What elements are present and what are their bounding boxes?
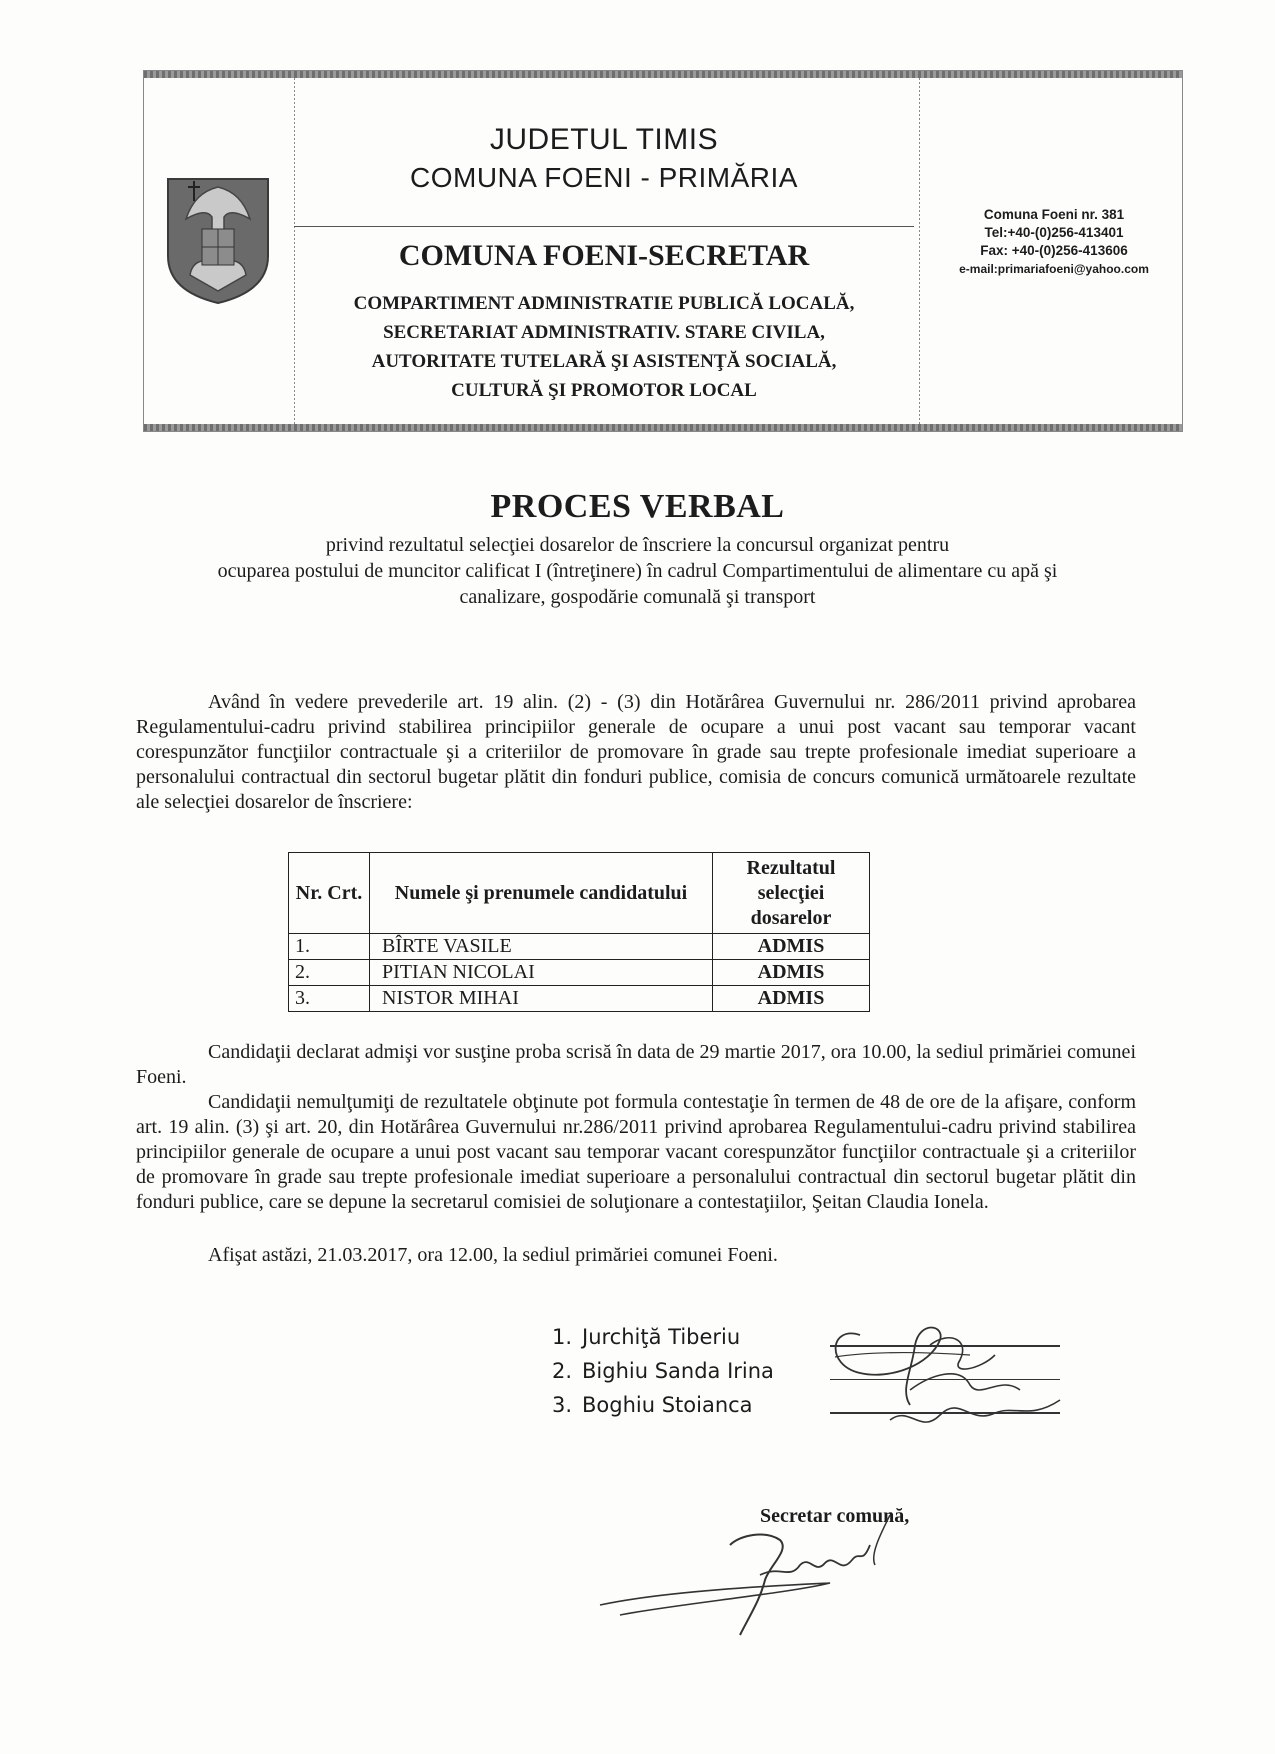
committee-list [552, 1320, 774, 1422]
committee-member [552, 1320, 774, 1354]
header-nr: Nr. Crt. [289, 853, 370, 934]
member-name: Bighiu Sanda Irina [582, 1359, 774, 1383]
letterhead [143, 70, 1183, 432]
row-nr: 3. [289, 986, 370, 1012]
exam-paragraph: Candidaţii declarat admişi vor susţine proba scrisă în data de 29 martie 2017, ora 10.00, la sediul primăriei comunei Foeni. [136, 1041, 1136, 1088]
committee-signatures [820, 1295, 1080, 1445]
row-name: PITIAN NICOLAI [370, 960, 713, 986]
coat-of-arms-icon [162, 171, 274, 306]
secretary-signature [590, 1505, 960, 1645]
department-line: SECRETARIAT ADMINISTRATIV. STARE CIVILA, [383, 322, 825, 343]
committee-member [552, 1354, 774, 1388]
contact-address: Comuna Foeni nr. 381 [983, 207, 1125, 222]
table-row [289, 934, 870, 960]
department-line: AUTORITATE TUTELARĂ ŞI ASISTENŢĂ SOCIALĂ, [371, 351, 837, 372]
intro-paragraph: Având în vedere prevederile art. 19 alin. (2) - (3) din Hotărârea Guvernului nr. 286/2011 privind aprobarea Regulamentului-cadru privind stabilirea principiilor generale de ocupare a unui post vacant sau temporar vacant corespunzător funcţiilor contractuale şi a criteriilor de promovare în grade sau trepte profesionale imediat superioare a personalului contractual din sectorul bugetar plătit din fonduri publice, comisia de concurs comunică următoarele rezultate ale selecţiei dosarelor de înscriere: [136, 691, 1136, 813]
county-name: JUDETUL TIMIS [489, 123, 719, 156]
row-nr: 1. [289, 934, 370, 960]
row-name: BÎRTE VASILE [370, 934, 713, 960]
member-name: Jurchiţă Tiberiu [582, 1325, 741, 1349]
subtitle-line: ocuparea postului de muncitor calificat I (întreţinere) în cadrul Compartimentului de alimentare cu apă şi [217, 560, 1058, 582]
row-nr: 2. [289, 960, 370, 986]
secretary-label: Secretar comună, [760, 1505, 910, 1527]
contact-block [929, 206, 1179, 278]
contact-email: e-mail:primariafoeni@yahoo.com [959, 262, 1149, 276]
header-result: Rezultatul selecţiei dosarelor [713, 853, 870, 934]
member-name: Boghiu Stoianca [582, 1393, 753, 1417]
row-result: ADMIS [713, 934, 870, 960]
member-number: 1. [552, 1325, 573, 1349]
county-heading [294, 121, 914, 197]
member-number: 3. [552, 1393, 573, 1417]
table-row [289, 960, 870, 986]
contact-tel: Tel:+40-(0)256-413401 [984, 225, 1124, 240]
department-line: CULTURĂ ŞI PROMOTOR LOCAL [451, 380, 757, 401]
appeal-paragraph: Candidaţii nemulţumiţi de rezultatele obţinute pot formula contestaţie în termen de 48 de ore de la afişare, conform art. 19 alin. (3) şi art. 20, din Hotărârea Guvernului nr.286/2011 privind aprobarea Regulamentului-cadru privind stabilirea principiilor generale de ocupare a unui post vacant sau temporar vacant corespunzător funcţiilor contractuale şi a criteriilor de promovare în grade sau trepte profesionale imediat superioare a personalului contractual din sectorul bugetar plătit din fonduri publice, care se depune la secretarul comisiei de soluţionare a contestaţiilor, Şeitan Claudia Ionela. [136, 1091, 1136, 1213]
department-line: COMPARTIMENT ADMINISTRATIE PUBLICĂ LOCALĂ, [353, 293, 855, 314]
contact-fax: Fax: +40-(0)256-413606 [980, 243, 1128, 258]
table-row [289, 986, 870, 1012]
subtitle-line: privind rezultatul selecţiei dosarelor de înscriere la concursul organizat pentru [325, 534, 950, 556]
department-block [294, 289, 914, 405]
table-header-row [289, 853, 870, 934]
posted-paragraph: Afişat astăzi, 21.03.2017, ora 12.00, la sediul primăriei comunei Foeni. [208, 1244, 778, 1266]
letterhead-bottom-rule [144, 424, 1182, 431]
letterhead-divider-right [919, 78, 920, 424]
committee-member [552, 1388, 774, 1422]
document-title: PROCES VERBAL [490, 488, 785, 525]
row-name: NISTOR MIHAI [370, 986, 713, 1012]
member-number: 2. [552, 1359, 573, 1383]
commune-name: COMUNA FOENI - PRIMĂRIA [410, 162, 798, 193]
results-table [288, 852, 870, 1012]
row-result: ADMIS [713, 986, 870, 1012]
subtitle-line: canalizare, gospodărie comunală şi transport [459, 586, 816, 608]
row-result: ADMIS [713, 960, 870, 986]
office-title: COMUNA FOENI-SECRETAR [294, 226, 914, 273]
document-subtitle [130, 532, 1145, 610]
letterhead-top-rule [144, 71, 1182, 78]
header-name: Numele şi prenumele candidatului [370, 853, 713, 934]
